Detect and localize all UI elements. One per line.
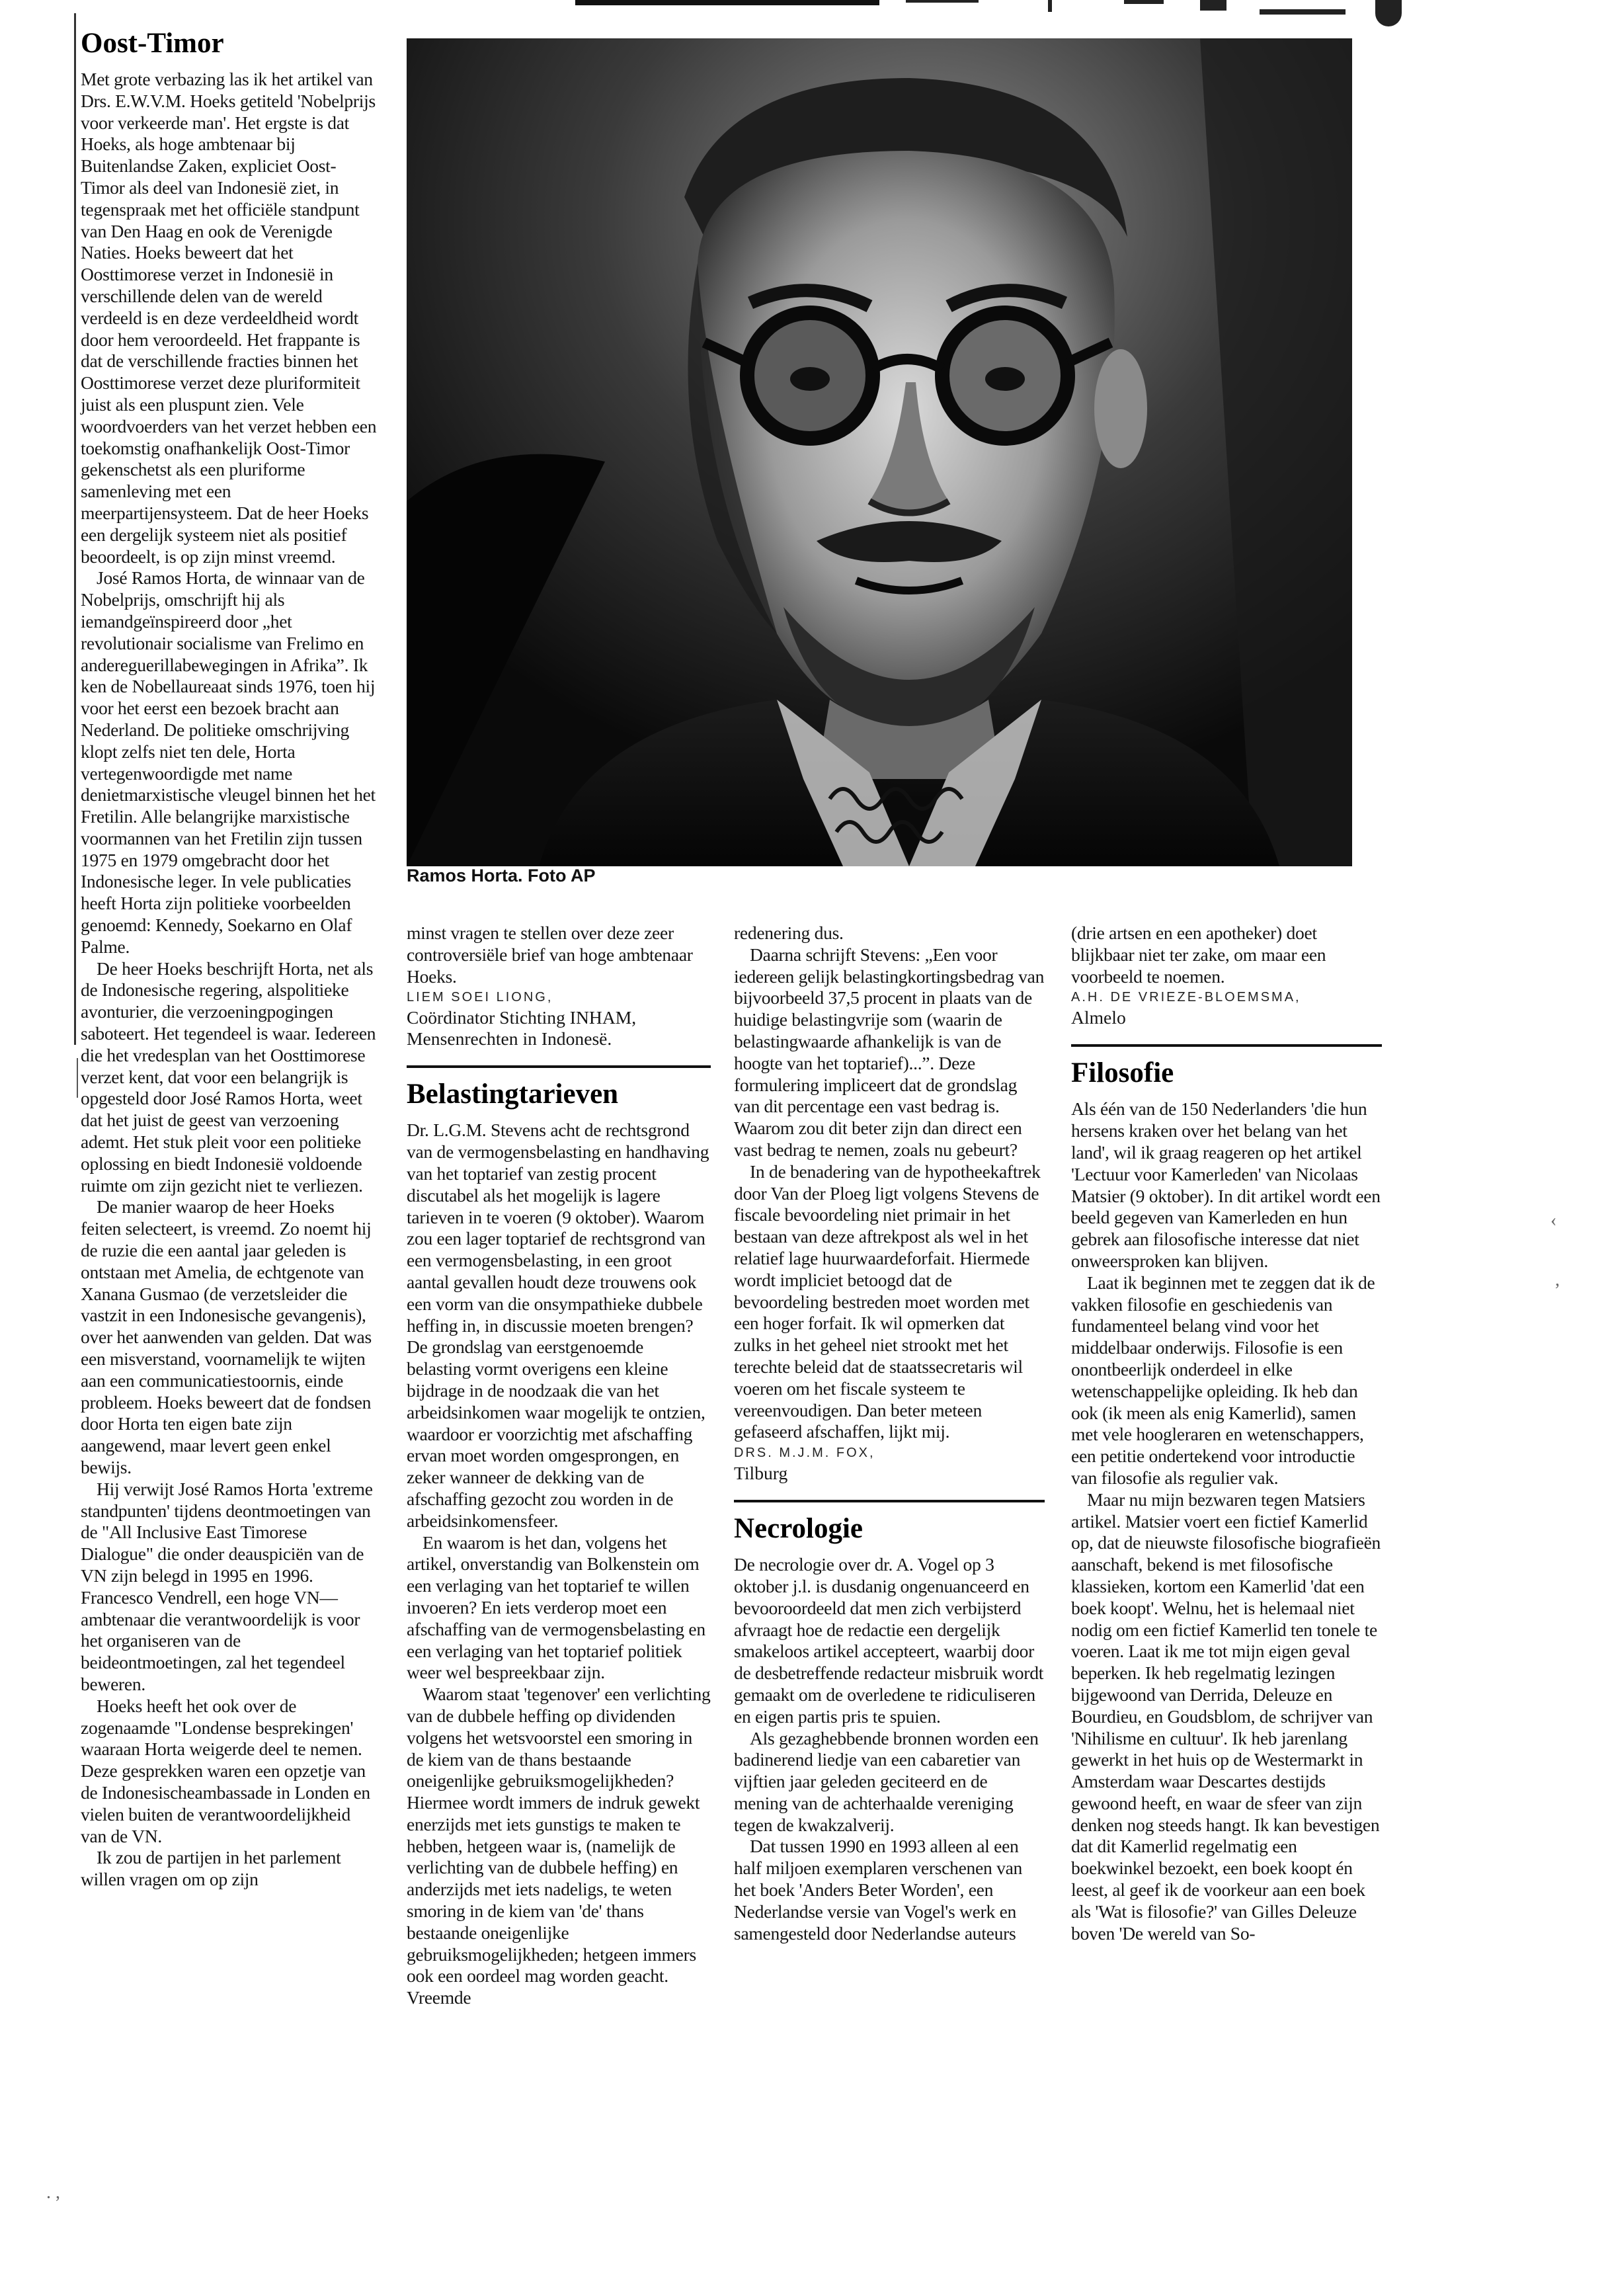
signature: DRS. M.J.M. FOX, <box>734 1446 875 1461</box>
scan-artifact: ‹ <box>1550 1210 1557 1231</box>
column-d <box>1071 922 1382 1944</box>
affiliation: Mensenrechten in Indonesë. <box>407 1028 612 1049</box>
signature-place: Almelo <box>1071 1007 1126 1028</box>
paragraph: (drie artsen en een apotheker) doet blijkbaar niet ter zake, om maar een voorbeeld te noemen. <box>1071 922 1326 987</box>
photo-caption: Ramos Horta. Foto AP <box>407 866 596 885</box>
portrait-image <box>407 38 1352 866</box>
affiliation: Coördinator Stichting INHAM, <box>407 1007 637 1028</box>
paragraph: De heer Hoeks beschrijft Horta, net als de Indonesische regering, alspolitieke avonturier, die verzoeningpogingen saboteert. Het tegendeel is waar. Iedereen die het vredesplan van het Oosttimorese verzet kent, dat voor een belangrijk is opgesteld door José Ramos Horta, weet dat het juist de geest van verzoening ademt. Het stuk pleit voor een politieke oplossing en biedt Indonesië voldoende ruimte om zijn gezicht niet te verliezen. <box>81 958 376 1196</box>
paragraph: De necrologie over dr. A. Vogel op 3 oktober j.l. is dusdanig ongenuanceerd en bevooroordeeld dat men zich verbijsterd afvraagt hoe de redactie een dergelijk smakeloos artikel accepteert, waarbij door de desbetreffende redacteur misbruik wordt gemaakt om de overledene te ridiculiseren en eigen partis pris te spuien. <box>734 1554 1044 1727</box>
scan-artifact: , <box>1555 1270 1560 1290</box>
column-b <box>407 922 711 2009</box>
paragraph: Waarom staat 'tegenover' een verlichting van de dubbele heffing op dividenden volgens het wetsvoorstel een smoring in de kiem van de thans bestaande oneigenlijke gebruiksmogelijkheden? Hiermee wordt immers de indruk gewekt enerzijds met iets gunstigs te maken te hebben, hetgeen waar is, (namelijk de verlichting van de dubbele heffing) en anderzijds met iets nadeligs, te weten smoring in de kiem van 'de' thans bestaande oneigenlijke gebruiksmogelijkheden; hetgeen immers ook een oordeel mag worden geacht. Vreemde <box>407 1684 711 2008</box>
paragraph: Hij verwijt José Ramos Horta 'extreme standpunten' tijdens deontmoetingen van de "All Inclusive East Timorese Dialogue" die onder deauspiciën van de VN zijn belegd in 1995 en 1996. Francesco Vendrell, een hoge VN—ambtenaar die verantwoordelijk is voor het organiseren van de beideontmoetingen, zal het tegendeel beweren. <box>81 1478 373 1694</box>
paragraph: redenering dus. <box>734 922 844 943</box>
column-rule <box>74 13 76 1045</box>
paragraph: Maar nu mijn bezwaren tegen Matsiers artikel. Matsier voert een fictief Kamerlid op, dat de nieuwste filosofische biografieën aanschaft, bekend is met filosofische klassieken, kortom een Kamerlid 'dat een boek koopt'. Welnu, het is helemaal niet nodig om een fictief Kamerlid ten tonele te voeren. Laat ik me tot mijn eigen geval beperken. Ik heb regelmatig lezingen bijgewoond van Derrida, Deleuze en Bourdieu, en Goudsblom, de schrijver van 'Nihilisme en cultuur'. Ik heb jarenlang gewerkt in het huis op de Westermarkt in Amsterdam waar Descartes destijds gewoond heeft, en waar de sfeer van zijn denken nog steeds hangt. Ik kan bevestigen dat dit Kamerlid regelmatig een boekwinkel bezoekt, een boek koopt én leest, al geef ik de voorkeur aan een boek als 'Wat is filosofie?' van Gilles Deleuze boven 'De wereld van So- <box>1071 1489 1381 1944</box>
paragraph: José Ramos Horta, de winnaar van de Nobelprijs, omschrijft hij als iemandgeïnspireerd door „het revolutionair socialisme van Frelimo en andereguerillabewegingen in Afrika”. Ik ken de Nobellaureaat sinds 1976, toen hij voor het eerst een bezoek bracht aan Nederland. De politieke omschrijving klopt zelfs niet ten dele, Horta vertegenwoordigde met name denietmarxistische vleugel binnen het het Fretilin. Alle belangrijke marxistische voormannen van het Fretilin zijn tussen 1975 en 1979 omgebracht door het Indonesische leger. In vele publicaties heeft Horta zijn politieke voorbeelden genoemd: Kennedy, Soekarno en Olaf Palme. <box>81 567 376 957</box>
clipped-fragment <box>1048 0 1052 12</box>
article-title: Belastingtarieven <box>407 1065 711 1112</box>
signature: LIEM SOEI LIONG, <box>407 990 553 1005</box>
paragraph: Als gezaghebbende bronnen worden een badinerend liedje van een cabaretier van vijftien jaar geleden geciteerd en de mening van de achterhaalde vereniging tegen de kwakzalverij. <box>734 1727 1039 1835</box>
paragraph: Laat ik beginnen met te zeggen dat ik de vakken filosofie en geschiedenis van fundamenteel belang vind voor het middelbaar onderwijs. Filosofie is een onontbeerlijk onderdeel in elke wetenschappelijke opleiding. Ik heb dan ook (ik meen als enig Kamerlid), samen met vele hoogleraren en wetenschappers, een petitie ondertekend voor introductie van filosofie als regulier vak. <box>1071 1272 1375 1488</box>
paragraph: minst vragen te stellen over deze zeer controversiële brief van hoge ambtenaar Hoeks. <box>407 922 693 987</box>
paragraph: De manier waarop de heer Hoeks feiten selecteert, is vreemd. Zo noemt hij de ruzie die een aantal jaar geleden is ontstaan met Amelia, de echtgenote van Xanana Gusmao (de verzetsleider die vastzit in een Indonesische gevangenis), over het aanwenden van gelden. Dat was een misverstand, voornamelijk te wijten aan een communicatiestoornis, einde probleem. Hoeks beweert dat de fondsen door Horta ten eigen bate zijn aangewend, maar levert geen enkel bewijs. <box>81 1196 372 1477</box>
paragraph: Als één van de 150 Nederlanders 'die hun hersens kraken over het belang van het land', wil ik graag reageren op het artikel 'Lectuur voor Kamerleden' van Nicolaas Matsier (9 oktober). In dit artikel wordt een beeld gegeven van Kamerleden en hun gebrek aan filosofische interesse dat niet onweersproken kan blijven. <box>1071 1098 1381 1271</box>
scan-artifact: . , <box>46 2182 60 2203</box>
signature-place: Tilburg <box>734 1463 788 1484</box>
paragraph: Hoeks heeft het ook over de zogenaamde "Londense besprekingen' waaraan Horta weigerde deel te nemen. Deze gesprekken waren een opzetje van de Indonesischeambassade in Londen en vielen buiten de verantwoordelijkheid van de VN. <box>81 1695 370 1846</box>
article-oost-timor <box>81 26 378 1891</box>
paragraph: Met grote verbazing las ik het artikel van Drs. E.W.V.M. Hoeks getiteld 'Nobelprijs voor verkeerde man'. Het ergste is dat Hoeks, als hoge ambtenaar bij Buitenlandse Zaken, expliciet Oost-Timor als deel van Indonesië ziet, in tegenspraak met het officiële standpunt van Den Haag en ook de Verenigde Naties. Hoeks beweert dat het Oosttimorese verzet in Indonesië in verschillende delen van de wereld verdeeld is en deze verdeeldheid wordt door hem veroordeeld. Het frappante is dat de verschillende fracties binnen het Oosttimorese verzet deze pluriformiteit juist als een pluspunt zien. Vele woordvoerders van het verzet hebben een toekomstig onafhankelijk Oost-Timor gekenschetst als een pluriforme samenleving met een meerpartijensysteem. Dat de heer Hoeks een dergelijk systeem niet als positief beoordeelt, is op zijn minst vreemd. <box>81 69 377 567</box>
clipped-fragment <box>1260 9 1346 15</box>
paragraph: In de benadering van de hypotheekaftrek door Van der Ploeg ligt volgens Stevens de fiscale bevoordeling niet primair in het bestaan van deze aftrekpost als wel in het relatief lage huurwaardeforfait. Hiermede wordt impliciet betoogd dat de bevoordeling bestreden moet worden met een hoger forfait. Ik wil opmerken dat zulks in het geheel niet strookt met het terechte beleid dat de staatssecretaris wil voeren om het fiscale systeem te vereenvoudigen. Dan beter meteen gefaseerd afschaffen, lijkt mij. <box>734 1161 1041 1442</box>
article-title: Oost-Timor <box>81 28 224 59</box>
paragraph: Dr. L.G.M. Stevens acht de rechtsgrond van de vermogensbelasting en handhaving van het toptarief van zestig procent discutabel als het mogelijk is lagere tarieven in te voeren (9 oktober). Waarom zou een lager toptarief de rechtsgrond van een vermogensbelasting, in een groot aantal gevallen houdt deze trouwens ook een vorm van die onsympathieke dubbele heffing in, in discussie moeten brengen? De grondslag van eerstgenoemde belasting vormt overigens een kleine bijdrage in de noodzaak die van het arbeidsinkomen waar mogelijk te ontzien, waardoor er voorzichtig met afschaffing ervan moet worden omgesprongen, en zeker wanneer de dekking van de afschaffing gezocht zou worden in de arbeidsinkomensfeer. <box>407 1120 709 1531</box>
signature: A.H. DE VRIEZE-BLOEMSMA, <box>1071 990 1301 1005</box>
paragraph: En waarom is het dan, volgens het artikel, onverstandig van Bolkenstein om een verlaging van het toptarief te willen invoeren? En iets verderop moet een afschaffing van de vermogensbelasting en een verlaging van het toptarief politiek weer wel bespreekbaar zijn. <box>407 1532 705 1683</box>
clipped-fragment <box>1200 0 1226 11</box>
clipped-fragment <box>1375 0 1402 26</box>
clipped-masthead-bar <box>575 0 879 5</box>
column-c <box>734 922 1045 1944</box>
article-title: Filosofie <box>1071 1044 1382 1090</box>
article-title: Necrologie <box>734 1500 1045 1546</box>
top-clipping-strip <box>0 0 1608 15</box>
clipped-fragment <box>1124 0 1164 4</box>
clipped-fragment <box>906 0 979 3</box>
portrait-photo <box>407 38 1352 866</box>
paragraph: Dat tussen 1990 en 1993 alleen al een half miljoen exemplaren verschenen van het boek 'Anders Beter Worden', een Nederlandse versie van Vogel's werk en samengesteld door Nederlandse auteurs <box>734 1836 1023 1944</box>
paragraph: Ik zou de partijen in het parlement willen vragen om op zijn <box>81 1847 341 1890</box>
paragraph: Daarna schrijft Stevens: „Een voor iedereen gelijk belastingkortingsbedrag van bijvoorbeeld 37,5 procent in plaats van de huidige belastingvrije som (waarin de belastingwaarde afhankelijk is van de hoogte van het toptarief)...”. Deze formulering impliceert dat de grondslag van dit percentage een vast bedrag is. Waarom zou dit beter zijn dan direct een vast bedrag te nemen, zoals nu gebeurt? <box>734 944 1045 1160</box>
column-rule <box>77 1058 78 1098</box>
